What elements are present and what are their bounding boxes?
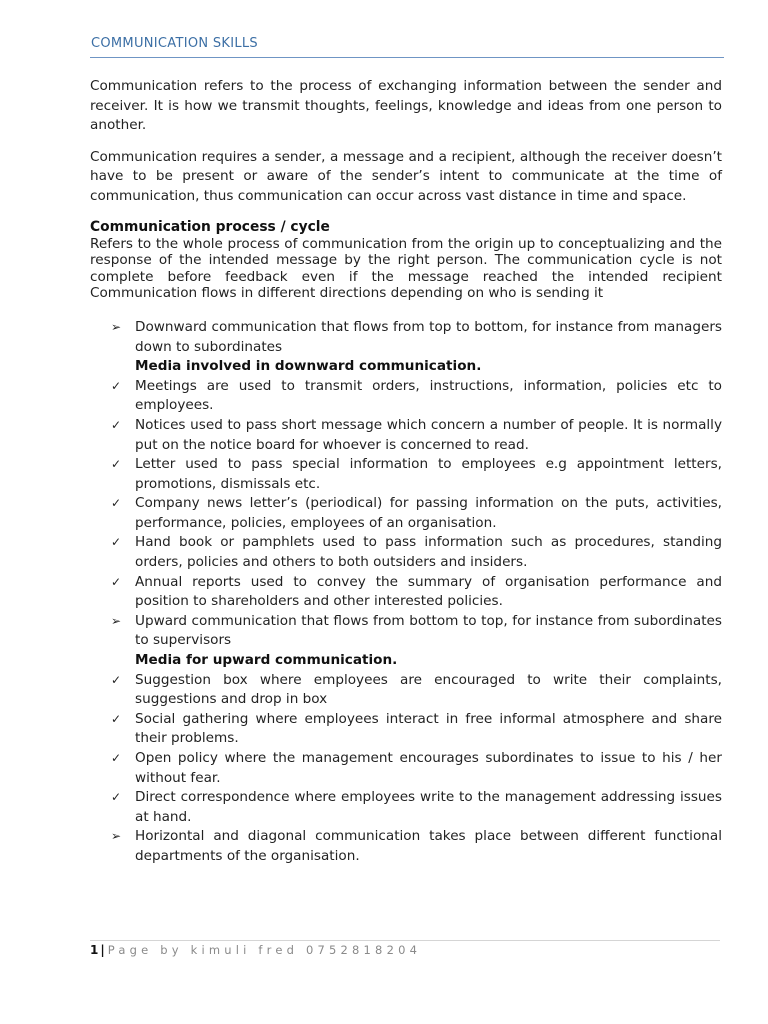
downward-intro: Downward communication that flows from top to bottom, for instance from managers down to subordinates xyxy=(135,318,722,355)
intro-paragraph-2: Communication requires a sender, a message and a recipient, although the receiver doesn’t have to be present or aware of the sender’s intent to communicate at the time of communication, thus communication can occur across vast distance in time and space. xyxy=(90,148,722,204)
intro-paragraph-1: Communication refers to the process of exchanging information between the sender and receiver. It is how we transmit thoughts, feelings, knowledge and ideas from one person to another. xyxy=(90,78,722,134)
list-item-text: Letter used to pass special information to employees e.g appointment letters, promotions, dismissals etc. xyxy=(135,456,722,492)
upward-media-list xyxy=(90,671,722,867)
list-item xyxy=(90,749,722,788)
check-bullet-icon: ✓ xyxy=(111,496,122,511)
header-title: COMMUNICATION SKILLS xyxy=(91,36,258,51)
list-item xyxy=(90,671,722,710)
list-item-text: Meetings are used to transmit orders, instructions, information, policies etc to employees. xyxy=(135,377,722,414)
list-item-text: Direct correspondence where employees write to the management addressing issues at hand. xyxy=(135,789,722,825)
list-item xyxy=(90,455,722,494)
check-bullet-icon: ✓ xyxy=(111,417,122,432)
check-bullet-icon: ✓ xyxy=(111,378,122,393)
list-item xyxy=(90,788,722,827)
upward-intro: Upward communication that flows from bottom to top, for instance from subordinates to supervisors xyxy=(135,612,722,649)
list-item xyxy=(90,377,722,416)
check-bullet-icon: ✓ xyxy=(111,457,122,472)
arrow-bullet-icon: ➢ xyxy=(111,319,122,334)
list-item xyxy=(90,573,722,612)
list-item-text: Suggestion box where employees are encouraged to write their complaints, suggestions and drop in box xyxy=(135,671,722,708)
communication-list xyxy=(90,318,722,357)
check-bullet-icon: ✓ xyxy=(111,711,122,726)
page-footer xyxy=(90,943,421,957)
downward-media-heading: Media involved in downward communication. xyxy=(135,358,482,375)
page-number: 1 xyxy=(90,943,99,957)
document-body xyxy=(90,77,722,867)
list-item-upward xyxy=(90,612,722,651)
footer-text: Page by kimuli fred 0752818204 xyxy=(107,943,422,957)
check-bullet-icon: ✓ xyxy=(111,751,122,765)
list-item-text: Annual reports used to convey the summary of organisation performance and position to shareholders and other interested policies. xyxy=(135,573,722,610)
downward-media-list xyxy=(90,377,722,651)
check-bullet-icon: ✓ xyxy=(111,574,122,589)
list-item-text: Open policy where the management encourages subordinates to issue to his / her without fear. xyxy=(135,750,722,786)
process-body: Refers to the whole process of communication from the origin up to conceptualizing and the response of the intended message by the right person. The communication cycle is not complete before feedback even if the message reached the intended recipient Communication flows in different directions depending on who is sending it xyxy=(90,235,722,302)
list-item xyxy=(90,416,722,455)
footer-divider xyxy=(90,940,720,941)
list-item-text: Hand book or pamphlets used to pass information such as procedures, standing orders, policies and others to both outsiders and insiders. xyxy=(135,534,722,571)
horizontal-intro: Horizontal and diagonal communication takes place between different functional departments of the organisation. xyxy=(135,828,722,864)
arrow-bullet-icon: ➢ xyxy=(111,613,122,628)
check-bullet-icon: ✓ xyxy=(111,535,122,550)
list-item xyxy=(90,710,722,749)
footer-separator: | xyxy=(100,943,105,957)
list-item-downward xyxy=(90,318,722,357)
list-item-text: Notices used to pass short message which concern a number of people. It is normally put on the notice board for whoever is concerned to read. xyxy=(135,416,722,453)
list-item xyxy=(90,533,722,572)
list-item-text: Social gathering where employees interact in free informal atmosphere and share their problems. xyxy=(135,710,722,747)
list-item xyxy=(90,494,722,533)
upward-media-heading: Media for upward communication. xyxy=(135,652,398,669)
list-item-horizontal xyxy=(90,827,722,866)
process-heading: Communication process / cycle xyxy=(90,218,330,235)
arrow-bullet-icon: ➢ xyxy=(111,829,122,844)
header-divider xyxy=(90,57,724,58)
check-bullet-icon: ✓ xyxy=(111,672,122,687)
list-item-text: Company news letter’s (periodical) for passing information on the puts, activities, performance, policies, employees of an organisation. xyxy=(135,495,722,531)
check-bullet-icon: ✓ xyxy=(111,790,122,805)
